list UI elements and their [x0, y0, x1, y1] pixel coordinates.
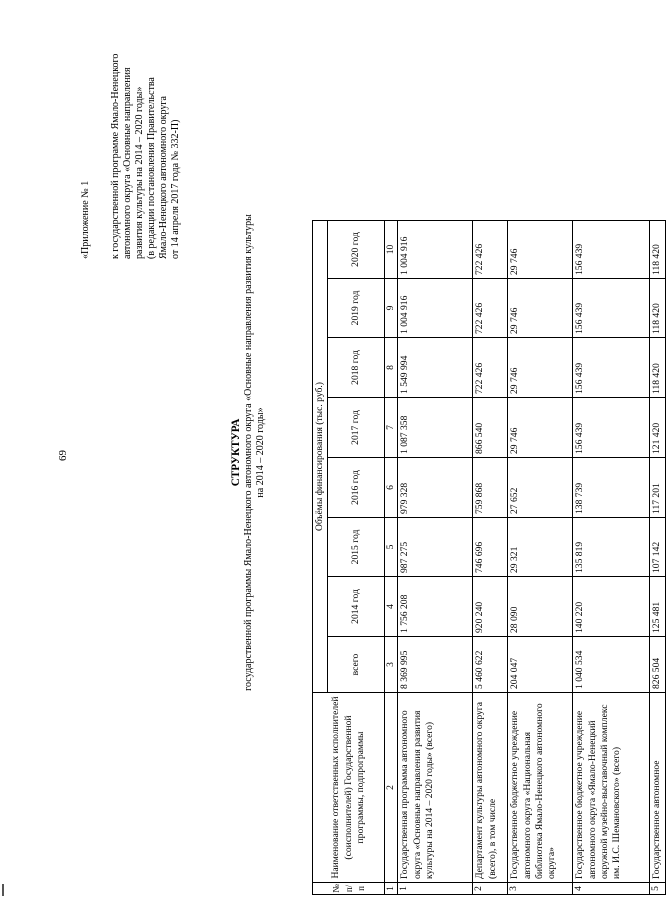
row-number: 5: [650, 883, 665, 895]
row-number: 2: [473, 883, 508, 895]
structure-table: [312, 220, 666, 895]
row-value: 138 739: [573, 458, 650, 518]
column-number: 4: [385, 577, 398, 637]
appendix-line: автономного округа «Основные направления: [122, 67, 133, 259]
column-number: 6: [385, 458, 398, 518]
row-value: 118 420: [650, 338, 665, 398]
row-value: 29 746: [508, 398, 573, 458]
table-row: [398, 221, 473, 895]
row-value: 722 426: [473, 279, 508, 338]
row-value: 27 652: [508, 458, 573, 518]
row-total: 5 460 622: [473, 637, 508, 693]
header-funding: Объёмы финансирования (тыс. руб.): [313, 221, 328, 693]
column-numbers-row: [385, 221, 398, 895]
row-name: Государственная программа автономного округа «Основные направления развития культуры на 2014 – 2020 годы» (всего): [398, 693, 473, 883]
column-number: 5: [385, 518, 398, 577]
row-value: 135 819: [573, 518, 650, 577]
column-number: 9: [385, 279, 398, 338]
row-number: 1: [398, 883, 473, 895]
row-name: Государственное автономное: [650, 693, 665, 883]
row-value: 156 439: [573, 338, 650, 398]
column-number: 2: [385, 693, 398, 883]
header-year: 2016 год: [328, 458, 385, 518]
table-row: [473, 221, 508, 895]
row-value: 1 004 916: [398, 279, 473, 338]
header-name: Наименование ответственных исполнителей (соисполнителей) Государственной программы, подпрограммы: [313, 693, 385, 883]
appendix-line: развития культуры на 2014 – 2020 годы»: [134, 86, 145, 259]
header-total: всего: [328, 637, 385, 693]
row-value: 118 420: [650, 279, 665, 338]
row-name: Государственное бюджетное учреждение автономного округа «Национальная библиотека Ямало-Ненецкого автономного округа»: [508, 693, 573, 883]
row-value: 722 426: [473, 338, 508, 398]
row-value: 29 321: [508, 518, 573, 577]
header-year: 2014 год: [328, 577, 385, 637]
column-number: 8: [385, 338, 398, 398]
header-year: 2020 год: [328, 221, 385, 279]
row-name: Департамент культуры автономного округа (всего), в том числе: [473, 693, 508, 883]
table-row: [650, 221, 665, 895]
row-total: 1 040 534: [573, 637, 650, 693]
row-value: 156 439: [573, 279, 650, 338]
row-value: 140 220: [573, 577, 650, 637]
header-year: 2017 год: [328, 398, 385, 458]
appendix-line: от 14 апреля 2017 года № 332-П): [170, 119, 181, 259]
column-number: 1: [385, 883, 398, 895]
page-number: 69: [57, 450, 69, 461]
column-number: 3: [385, 637, 398, 693]
row-total: 204 047: [508, 637, 573, 693]
row-value: 1 549 994: [398, 338, 473, 398]
row-value: 125 481: [650, 577, 665, 637]
row-value: 118 420: [650, 221, 665, 279]
appendix-line: Ямало-Ненецкого автономного округа: [158, 96, 169, 259]
table-row: [508, 221, 573, 895]
row-value: 107 142: [650, 518, 665, 577]
column-number: 10: [385, 221, 398, 279]
document-subtitle: государственной программы Ямало-Ненецкого автономного округа «Основные направления развития культуры: [243, 214, 254, 691]
row-value: 979 328: [398, 458, 473, 518]
row-value: 121 420: [650, 398, 665, 458]
column-number: 7: [385, 398, 398, 458]
row-value: 1 087 358: [398, 398, 473, 458]
document-title: СТРУКТУРА: [230, 418, 242, 487]
header-year: 2019 год: [328, 279, 385, 338]
row-value: 722 426: [473, 221, 508, 279]
row-value: 156 439: [573, 398, 650, 458]
row-value: 987 275: [398, 518, 473, 577]
row-value: 746 696: [473, 518, 508, 577]
row-number: 3: [508, 883, 573, 895]
table-row: [573, 221, 650, 895]
row-value: 29 746: [508, 279, 573, 338]
header-year: 2018 год: [328, 338, 385, 398]
row-name: Государственное бюджетное учреждение автономного округа «Ямало-Ненецкий окружной музейно-выставочный комплекс им. И.С. Шемановского» (всего): [573, 693, 650, 883]
appendix-line: к государственной программе Ямало-Ненецкого: [110, 53, 121, 259]
row-total: 8 369 995: [398, 637, 473, 693]
row-value: 1 756 208: [398, 577, 473, 637]
header-num: № п/п: [313, 883, 385, 895]
header-row: [313, 221, 328, 895]
document-subtitle: на 2014 – 2020 годы»: [255, 407, 266, 498]
row-value: 1 004 916: [398, 221, 473, 279]
row-value: 866 540: [473, 398, 508, 458]
header-year: 2015 год: [328, 518, 385, 577]
row-value: 28 090: [508, 577, 573, 637]
row-value: 156 439: [573, 221, 650, 279]
row-value: 117 201: [650, 458, 665, 518]
row-value: 759 868: [473, 458, 508, 518]
row-total: 826 504: [650, 637, 665, 693]
row-value: 29 746: [508, 221, 573, 279]
row-value: 920 240: [473, 577, 508, 637]
appendix-line: (в редакции постановления Правительства: [146, 77, 157, 259]
row-value: 29 746: [508, 338, 573, 398]
row-number: 4: [573, 883, 650, 895]
appendix-title: «Приложение № 1: [80, 180, 91, 259]
scan-mark: [2, 884, 4, 896]
